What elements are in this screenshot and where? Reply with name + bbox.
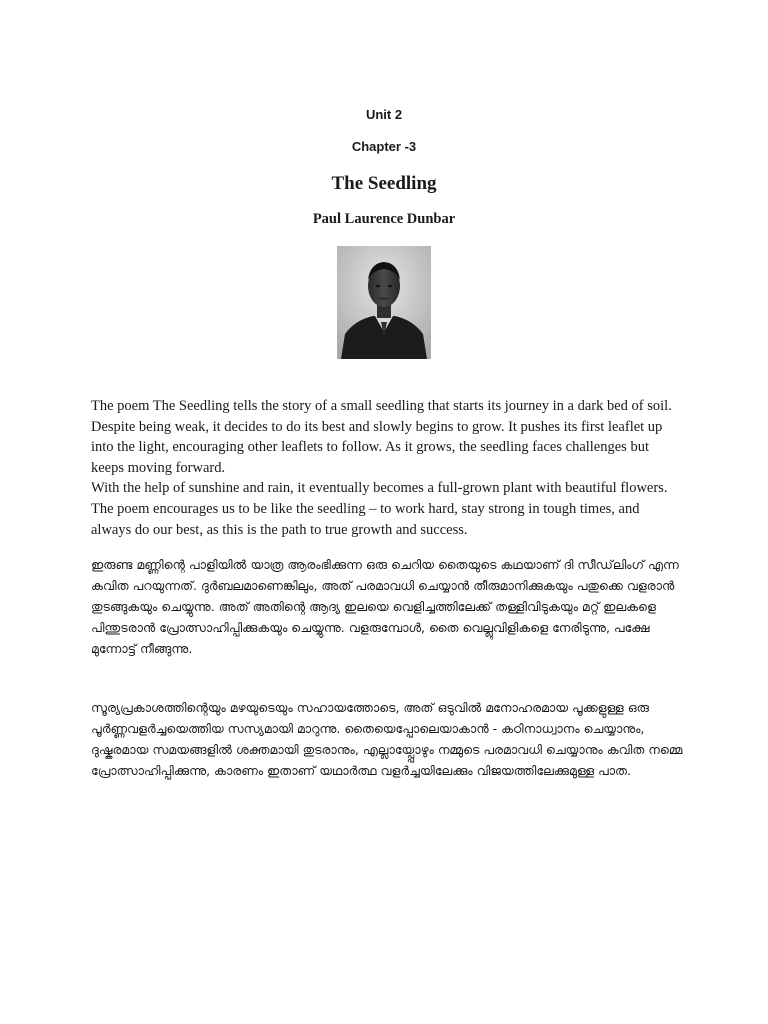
malayalam-paragraph-1: ഇരുണ്ട മണ്ണിന്റെ പാളിയിൽ യാത്ര ആരംഭിക്കുന്ന ഒരു ചെറിയ തൈയുടെ കഥയാണ് ദി സീഡ്‌ലിംഗ് എന്ന കവിത പറയുന്നത്. ദുർബലമാണെങ്കിലും, അത് പരമാവധി ചെയ്യാൻ തീരുമാനിക്കുകയും പതുക്കെ വളരാൻ തുടങ്ങുകയും ചെയ്യുന്നു. അത് അതിന്റെ ആദ്യ ഇലയെ വെളിച്ചത്തിലേക്ക് തള്ളിവിടുകയും മറ്റ് ഇലകളെ പിന്തുടരാൻ പ്രോത്സാഹിപ്പിക്കുകയും ചെയ്യുന്നു. വളരുമ്പോൾ, തൈ വെല്ലുവിളികളെ നേരിടുന്നു, പക്ഷേ മുന്നോട്ട് നീങ്ങുന്നു. xyxy=(91,557,679,656)
malayalam-summary-2 xyxy=(91,697,691,781)
chapter-heading: Chapter -3 xyxy=(351,139,417,154)
malayalam-paragraph-2: സൂര്യപ്രകാശത്തിന്റെയും മഴയുടെയും സഹായത്തോടെ, അത് ഒടുവിൽ മനോഹരമായ പൂക്കളുള്ള ഒരു പൂർണ്ണവളർച്ചയെത്തിയ സസ്യമായി മാറുന്നു. തൈയെപ്പോലെയാകാൻ - കഠിനാധ്വാനം ചെയ്യാനും, ദുഷ്കരമായ സമയങ്ങളിൽ ശക്തമായി തുടരാനും, എല്ലായ്പ്പോഴും നമ്മുടെ പരമാവധി ചെയ്യാനും കവിത നമ്മെ പ്രോത്സാഹിപ്പിക്കുന്നു, കാരണം ഇതാണ് യഥാർത്ഥ വളർച്ചയിലേക്കും വിജയത്തിലേക്കുമുള്ള പാത. xyxy=(91,700,683,778)
english-summary xyxy=(91,396,681,540)
poem-title: The Seedling xyxy=(331,173,437,194)
poem-author: Paul Laurence Dunbar xyxy=(312,211,456,227)
malayalam-summary-1 xyxy=(91,554,691,659)
english-paragraph-2: With the help of sunshine and rain, it eventually becomes a full-grown plant with beautiful flowers. The poem encourages us to be like the seedling – to work hard, stay strong in tough times, and always do our best, as this is the path to true growth and success. xyxy=(91,480,668,538)
english-paragraph-1: The poem The Seedling tells the story of a small seedling that starts its journey in a dark bed of soil. Despite being weak, it decides to do its best and slowly begins to grow. It pushes its first leaflet up into the light, encouraging other leaflets to follow. As it grows, the seedling faces challenges but keeps moving forward. xyxy=(91,398,672,476)
unit-heading: Unit 2 xyxy=(365,107,403,122)
author-portrait xyxy=(337,246,431,359)
portrait-image xyxy=(337,246,431,359)
